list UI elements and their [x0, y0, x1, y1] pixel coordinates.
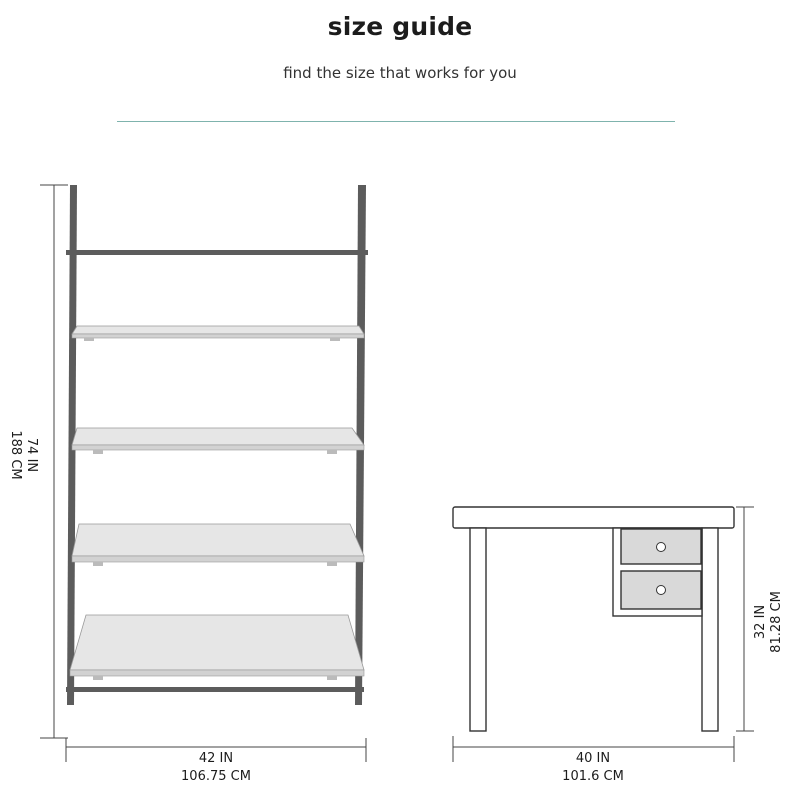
- desk-height-dimension: [736, 507, 754, 731]
- desk-illustration: [453, 507, 734, 731]
- desk-left-leg: [470, 528, 486, 731]
- shelf-board-2: [72, 428, 364, 454]
- shelf-width-in: 42 IN: [198, 751, 234, 766]
- drawer-knob-top: [657, 543, 666, 552]
- desk-height-in: 32 IN: [753, 604, 768, 640]
- desk-right-leg: [702, 528, 718, 731]
- shelf-board-3: [72, 524, 364, 566]
- shelf-width-cm: 106.75 CM: [181, 769, 251, 784]
- desk-width-cm: 101.6 CM: [562, 769, 624, 784]
- shelf-height-cm: 188 CM: [8, 430, 23, 480]
- shelf-height-label-group: [8, 430, 39, 479]
- ladder-shelf-illustration: [66, 185, 368, 705]
- desk-height-cm: 81.28 CM: [769, 591, 784, 653]
- shelf-bottom-crossbar: [66, 687, 364, 692]
- shelf-height-in: 74 IN: [24, 437, 39, 473]
- desk-top: [453, 507, 734, 528]
- page-title: size guide: [327, 12, 473, 41]
- drawer-knob-bottom: [657, 586, 666, 595]
- page-subtitle: find the size that works for you: [283, 64, 517, 82]
- shelf-board-4: [70, 615, 364, 680]
- shelf-height-dimension: [40, 185, 68, 738]
- shelf-board-1: [72, 326, 364, 341]
- desk-height-label-group: [753, 591, 784, 653]
- shelf-top-crossbar: [66, 250, 368, 255]
- desk-width-in: 40 IN: [575, 751, 611, 766]
